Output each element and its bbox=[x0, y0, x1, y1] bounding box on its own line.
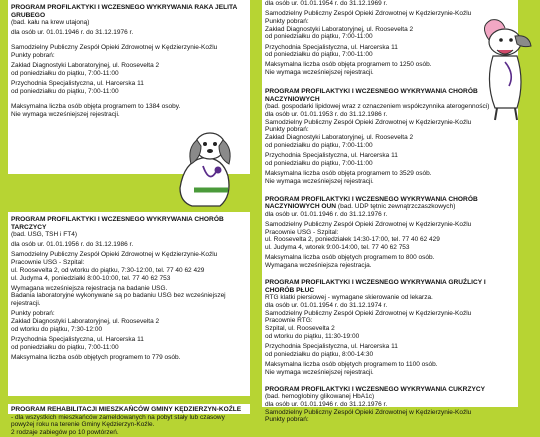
diabetes-provider: Samodzielny Publiczny Zespół Opieki Zdrowotnej w Kędzierzynie-Koźlu bbox=[265, 408, 472, 416]
colon-point-2-hours: od poniedziałku do piątku, 7:00-11:00 bbox=[11, 87, 119, 95]
vascular-eligibility: dla osób ur. 01.01.1953 r. do 31.12.1986 r. bbox=[265, 111, 388, 119]
colon-point-1-address: Zakład Diagnostyki Laboratoryjnej, ul. Roosevelta 2 bbox=[11, 62, 160, 70]
top-program-point-1-address: Zakład Diagnostyki Laboratoryjnej, ul. Roosevelta 2 bbox=[265, 25, 414, 33]
thyroid-usg-label: Pracownie USG - Szpital: bbox=[11, 259, 85, 267]
tb-capacity: Maksymalna liczba osób objętych programem to 1100 osób. bbox=[265, 360, 438, 368]
thyroid-point-1-address: Zakład Diagnostyki Laboratoryjnej, ul. Roosevelta 2 bbox=[11, 318, 160, 326]
top-program-point-1-hours: od poniedziałku do piątku, 7:00-11:00 bbox=[265, 33, 373, 41]
colon-program-title: PROGRAM PROFILAKTYKI I WCZESNEGO WYKRYWANIA RAKA JELITA GRUBEGO bbox=[11, 4, 238, 19]
top-program-point-2-hours: od poniedziałku do piątku, 7:00-11:00 bbox=[265, 51, 373, 59]
rehab-program-title: PROGRAM REHABILITACJI MIESZKAŃCÓW GMINY KĘDZIERZYN-KOŹLE bbox=[11, 406, 242, 413]
diabetes-program-title: PROGRAM PROFILAKTYKI I WCZESNEGO WYKRYWANIA CUKRZYCY bbox=[265, 385, 486, 393]
tb-eligibility: dla osób ur. 01.01.1954 r. do 31.12.1974 r. bbox=[265, 301, 388, 309]
colon-registration: Nie wymaga wcześniejszej rejestracji. bbox=[11, 110, 120, 118]
thyroid-point-2-address: Przychodnia Specjalistyczna, ul. Harcerska 11 bbox=[11, 335, 144, 343]
cns-program-title bbox=[265, 196, 515, 211]
colon-program-subtitle: (bad. kału na krew utajoną) bbox=[11, 19, 90, 26]
rehab-eligibility: - dla wszystkich mieszkańców zameldowanych na pobyt stały lub czasowy powyżej roku na terenie Gminy Kędzierzyn-Koźle. bbox=[11, 413, 225, 429]
tb-provider: Samodzielny Publiczny Zespół Opieki Zdrowotnej w Kędzierzynie-Koźlu bbox=[265, 309, 472, 317]
cartoon-dog-doctor-illustration bbox=[170, 110, 250, 210]
vascular-program-title: PROGRAM PROFILAKTYKI I WCZESNEGO WYKRYWANIA CHORÓB NACZYNIOWYCH bbox=[265, 88, 478, 103]
cns-program-title-text: PROGRAM PROFILAKTYKI I WCZESNEGO WYKRYWANIA CHORÓB NACZYNIOWYCH OUN bbox=[265, 195, 478, 211]
cns-usg-label: Pracownie USG - Szpital: bbox=[265, 228, 339, 236]
vascular-program-subtitle: (bad. gospodarki lipidowej wraz z oznaczeniem współczynnika aterogenności) bbox=[265, 103, 490, 111]
diabetes-eligibility: dla osób ur. 01.01.1946 r. do 31.12.1976 r. bbox=[265, 401, 388, 409]
colon-points-label: Punkty pobrań: bbox=[11, 52, 55, 60]
thyroid-points-label: Punkty pobrań: bbox=[11, 310, 55, 318]
thyroid-program-subtitle: (bad. USG, TSH i FT4) bbox=[11, 231, 77, 238]
colon-provider: Samodzielny Publiczny Zespół Opieki Zdrowotnej w Kędzierzynie-Koźlu bbox=[11, 44, 218, 52]
thyroid-usg-site-2: ul. Judyma 4, poniedziałki 8:00-10:00, tel. 77 40 62 753 bbox=[11, 274, 171, 282]
tb-site-2-address: Przychodnia Specjalistyczna, ul. Harcerska 11 bbox=[265, 343, 398, 350]
tb-referral-note: RTG klatki piersiowej - wymagane skierowanie od lekarza. bbox=[265, 294, 433, 302]
top-program-point-2-address: Przychodnia Specjalistyczna, ul. Harcerska 11 bbox=[265, 43, 398, 51]
cns-usg-site-1: ul. Roosevelta 2, poniedziałek 14:30-17:00, tel. 77 40 62 429 bbox=[265, 236, 440, 244]
thyroid-point-1-hours: od wtorku do piątku, 7:30-12:00 bbox=[11, 325, 103, 333]
vascular-points-label: Punkty pobrań: bbox=[265, 126, 309, 134]
diabetes-program-subtitle: (bad. hemoglobiny glikowanej HbA1c) bbox=[265, 393, 375, 401]
tb-program-title: PROGRAM PROFILAKTYKI I WCZESNEGO WYKRYWANIA GRUŹLICY I CHORÓB PŁUC bbox=[265, 279, 486, 294]
top-program-provider: Samodzielny Publiczny Zespół Opieki Zdrowotnej w Kędzierzynie-Koźlu bbox=[265, 10, 472, 18]
tb-site-1-hours: od wtorku do piątku, 11:30-19:00 bbox=[265, 332, 360, 340]
cns-program-subtitle: (bad. UDP tętnic zewnątrzczaszkowych) bbox=[337, 203, 456, 211]
vascular-point-2-address: Przychodnia Specjalistyczna, ul. Harcerska 11 bbox=[265, 152, 398, 160]
colon-capacity: Maksymalna liczba osób objęta programem to 1384 osoby. bbox=[11, 103, 181, 111]
vascular-registration: Nie wymaga wcześniejszej rejestracji. bbox=[265, 177, 374, 185]
thyroid-lab-note: Badania laboratoryjne wykonywane są po badaniu USG bez wcześniejszej rejestracji. bbox=[11, 292, 226, 308]
cns-eligibility: dla osób ur. 01.01.1946 r. do 31.12.1976 r. bbox=[265, 210, 388, 218]
rehab-panel bbox=[8, 404, 250, 436]
tb-site-1-address: Szpital, ul. Roosevelta 2 bbox=[265, 325, 335, 333]
thyroid-point-2-hours: od poniedziałku do piątku, 7:00-11:00 bbox=[11, 343, 119, 351]
thyroid-eligibility: dla osób ur. 01.01.1956 r. do 31.12.1986 r. bbox=[11, 241, 134, 249]
cns-provider: Samodzielny Publiczny Zespół Opieki Zdrowotnej w Kędzierzynie-Koźlu bbox=[265, 221, 472, 229]
diabetes-points-label: Punkty pobrań: bbox=[265, 416, 309, 424]
vascular-point-2-hours: od poniedziałku do piątku, 7:00-11:00 bbox=[265, 159, 373, 167]
top-program-capacity: Maksymalna liczba osób objęta programem to 1250 osób. bbox=[265, 61, 432, 69]
tb-xray-label: Pracownie RTG: bbox=[265, 317, 313, 325]
vascular-point-1-hours: od poniedziałku do piątku, 7:00-11:00 bbox=[265, 141, 373, 149]
tb-site-2-hours: od poniedziałku do piątku, 8:00-14:30 bbox=[265, 350, 374, 358]
thyroid-panel bbox=[8, 212, 250, 396]
tb-registration: Nie wymaga wcześniejszej rejestracji. bbox=[265, 368, 374, 376]
thyroid-program-title: PROGRAM PROFILAKTYKI I WCZESNEGO WYKRYWANIA CHORÓB TARCZYCY bbox=[11, 216, 224, 231]
thyroid-capacity: Maksymalna liczba osób objętych programem to 779 osób. bbox=[11, 353, 181, 361]
thyroid-usg-site-1: ul. Roosevelta 2, od wtorku do piątku, 7:30-12:00, tel. 77 40 62 429 bbox=[11, 266, 205, 274]
top-program-points-label: Punkty pobrań: bbox=[265, 17, 309, 25]
vascular-capacity: Maksymalna liczba osób objęta programem to 3529 osób. bbox=[265, 169, 432, 177]
colon-point-1-hours: od poniedziałku do piątku, 7:00-11:00 bbox=[11, 70, 119, 78]
colon-point-2-address: Przychodnia Specjalistyczna, ul. Harcerska 11 bbox=[11, 80, 144, 88]
colon-eligibility: dla osób ur. 01.01.1946 r. do 31.12.1976 r. bbox=[11, 29, 134, 37]
thyroid-registration: Wymagana wcześniejsza rejestracja na badanie USG. bbox=[11, 284, 168, 292]
thyroid-provider: Samodzielny Publiczny Zespół Opieki Zdrowotnej w Kędzierzynie-Koźlu bbox=[11, 251, 218, 259]
cns-capacity: Maksymalna liczba osób objętych programem to 800 osób. bbox=[265, 254, 435, 262]
cartoon-dog-nurse-illustration bbox=[475, 12, 533, 122]
vascular-provider: Samodzielny Publiczny Zespół Opieki Zdrowotnej w Kędzierzynie-Koźlu bbox=[265, 118, 472, 126]
vascular-point-1-address: Zakład Diagnostyki Laboratoryjnej, ul. Roosevelta 2 bbox=[265, 134, 414, 142]
top-program-registration: Nie wymaga wcześniejszej rejestracji. bbox=[265, 69, 374, 77]
rehab-sessions: 2 rodzaje zabiegów po 10 powtórzeń. bbox=[11, 428, 119, 436]
cns-usg-site-2: ul. Judyma 4, wtorek 9:00-14:00, tel. 77 40 62 753 bbox=[265, 244, 410, 252]
top-program-eligibility: dla osób ur. 01.01.1954 r. do 31.12.1969 r. bbox=[265, 0, 388, 7]
cns-registration: Wymagana wcześniejsza rejestracja. bbox=[265, 262, 372, 270]
